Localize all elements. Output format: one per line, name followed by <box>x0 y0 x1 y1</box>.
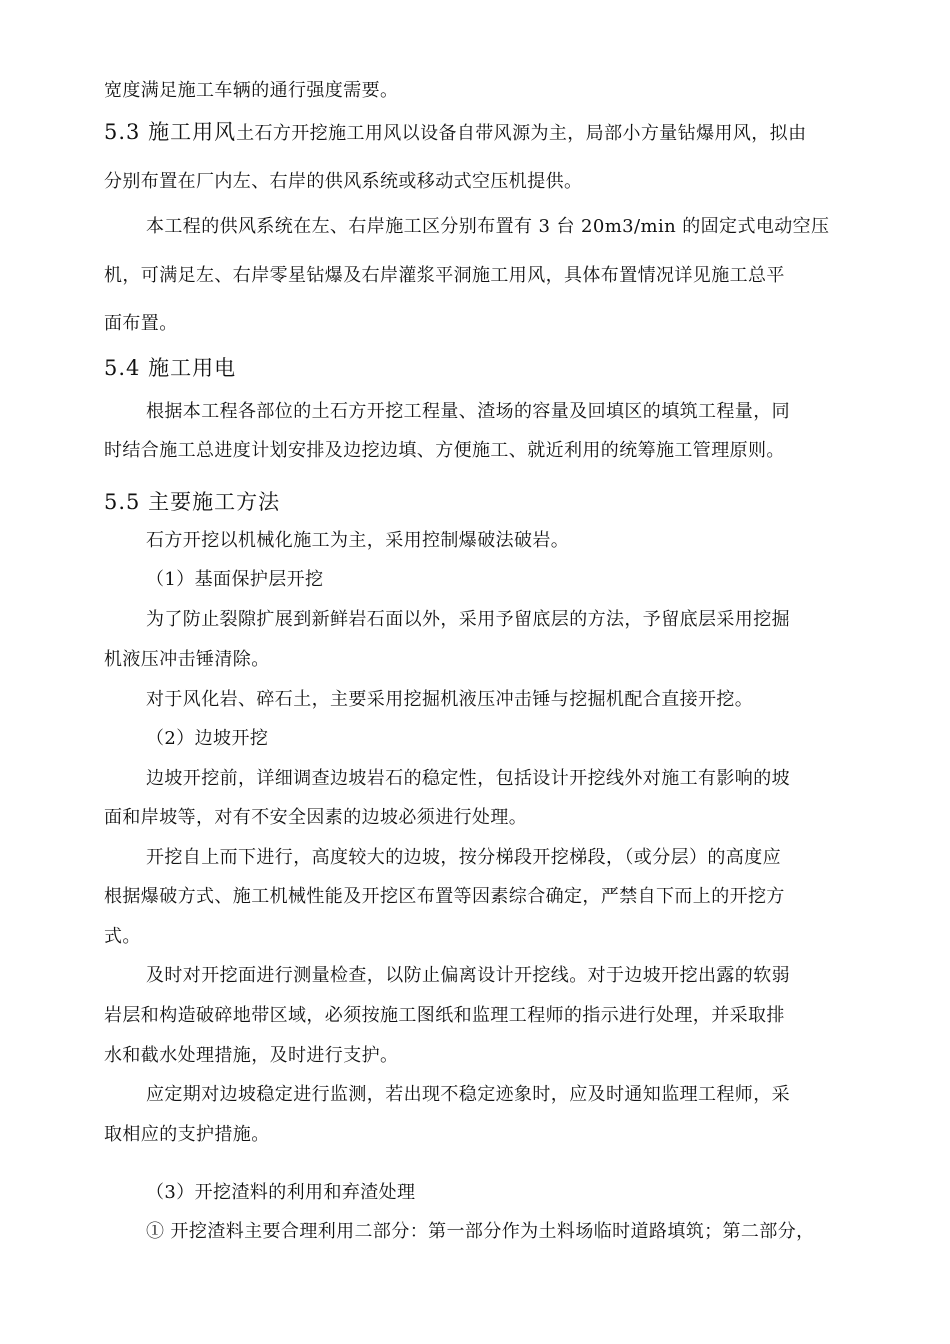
section-5-3-heading <box>104 121 806 145</box>
paragraph-line: 机，可满足左、右岸零星钻爆及右岸灌浆平洞施工用风，具体布置情况详见施工总平 <box>104 265 785 286</box>
paragraph-line: 时结合施工总进度计划安排及边挖边填、方便施工、就近利用的统筹施工管理原则。 <box>104 440 785 461</box>
paragraph-line: 石方开挖以机械化施工为主，采用控制爆破法破岩。 <box>146 530 570 551</box>
paragraph-line: 取相应的支护措施。 <box>104 1124 270 1145</box>
subheading: （1）基面保护层开挖 <box>146 569 324 590</box>
paragraph-line: 式。 <box>104 926 141 947</box>
paragraph-line: 面和岸坡等，对有不安全因素的边坡必须进行处理。 <box>104 807 528 828</box>
paragraph-line: 边坡开挖前，详细调查边坡岩石的稳定性，包括设计开挖线外对施工有影响的坡 <box>146 768 790 789</box>
paragraph-text: 土石方开挖施工用风以设备自带风源为主，局部小方量钻爆用风，拟由 <box>236 123 807 144</box>
paragraph-line: 及时对开挖面进行测量检查，以防止偏离设计开挖线。对于边坡开挖出露的软弱 <box>146 965 790 986</box>
paragraph-line: 本工程的供风系统在左、右岸施工区分别布置有 3 台 20m3/min 的固定式电动空压 <box>146 216 830 237</box>
paragraph-line: 机液压冲击锤清除。 <box>104 649 270 670</box>
paragraph-line: 岩层和构造破碎地带区域，必须按施工图纸和监理工程师的指示进行处理，并采取排 <box>104 1005 785 1026</box>
subheading: （2）边坡开挖 <box>146 728 269 749</box>
paragraph-line: 开挖自上而下进行，高度较大的边坡，按分梯段开挖梯段，（或分层）的高度应 <box>146 847 781 868</box>
paragraph-line: 应定期对边坡稳定进行监测，若出现不稳定迹象时，应及时通知监理工程师，采 <box>146 1084 790 1105</box>
subheading: （3）开挖渣料的利用和弃渣处理 <box>146 1182 416 1203</box>
paragraph-line: 面布置。 <box>104 313 178 334</box>
section-5-5-heading: 5.5 主要施工方法 <box>104 490 281 514</box>
section-title: 5.3 施工用风 <box>104 120 237 144</box>
paragraph-line: 对于风化岩、碎石土，主要采用挖掘机液压冲击锤与挖掘机配合直接开挖。 <box>146 689 754 710</box>
paragraph-line: ① 开挖渣料主要合理利用二部分：第一部分作为土料场临时道路填筑；第二部分， <box>146 1221 815 1242</box>
paragraph-line: 为了防止裂隙扩展到新鲜岩石面以外，采用予留底层的方法，予留底层采用挖掘 <box>146 609 790 630</box>
section-5-4-heading: 5.4 施工用电 <box>104 356 237 380</box>
paragraph-line: 根据爆破方式、施工机械性能及开挖区布置等因素综合确定，严禁自下而上的开挖方 <box>104 886 785 907</box>
paragraph-line: 水和截水处理措施，及时进行支护。 <box>104 1045 399 1066</box>
paragraph-line: 宽度满足施工车辆的通行强度需要。 <box>104 80 399 101</box>
paragraph-line: 根据本工程各部位的土石方开挖工程量、渣场的容量及回填区的填筑工程量，同 <box>146 401 790 422</box>
paragraph-line: 分别布置在厂内左、右岸的供风系统或移动式空压机提供。 <box>104 171 583 192</box>
